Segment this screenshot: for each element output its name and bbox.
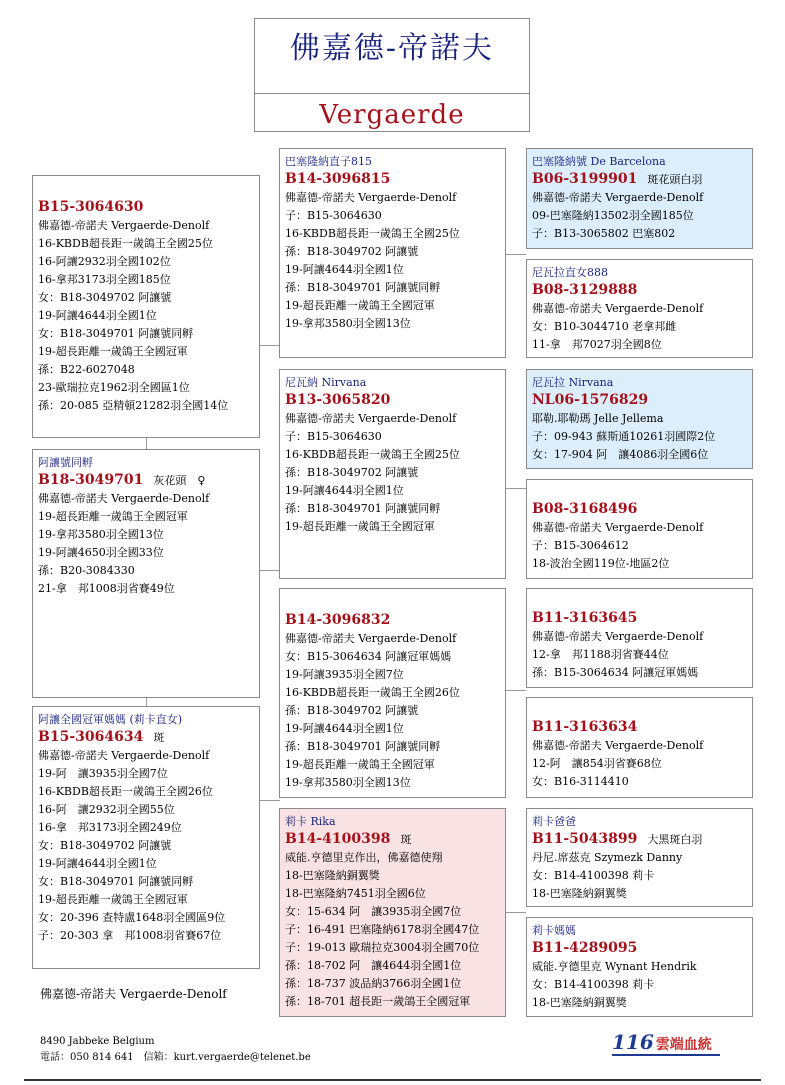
detail-line: 女：B10-3044710 老拿邦雌 (532, 320, 677, 333)
detail-line: 女：B18-3049702 阿讓號 (38, 291, 172, 304)
parent-card-dam-mother[interactable] (32, 706, 260, 969)
connector (259, 345, 280, 346)
ring-number: B08-3129888 (532, 282, 638, 298)
pedigree-title-box (254, 18, 530, 132)
parent-card-dam[interactable] (32, 449, 260, 698)
card-subtitle: 阿讓全國冠軍媽媽 (莉卡直女) (38, 713, 183, 726)
detail-line: 12-阿 讓854羽省賽68位 (532, 757, 662, 770)
ring-number (532, 170, 747, 189)
detail-line: 16-拿 邦3173羽全國249位 (38, 821, 182, 834)
connector (505, 254, 526, 255)
color-note: 大黑斑白羽 (647, 833, 703, 846)
detail-line: 孫：B18-3049701 阿讓號同孵 (285, 502, 441, 515)
title-divider (255, 93, 529, 94)
detail-line: 11-拿 邦7027羽全國8位 (532, 338, 662, 351)
detail-line: 19-阿讓4650羽全國33位 (38, 546, 164, 559)
great-grandparent-card-4[interactable] (526, 479, 753, 579)
detail-line: 23-歐瑞拉克1962羽全國區1位 (38, 381, 190, 394)
detail-line: 18-巴塞隆納銅翼獎 (532, 887, 627, 900)
color-sex-note: 灰花頭 ♀ (153, 474, 206, 487)
ring-number: B14-3096815 (285, 171, 391, 187)
detail-line: 佛嘉德-帝諾夫 Vergaerde-Denolf (285, 412, 457, 425)
detail-line: 18-巴塞隆納銅翼獎 (532, 996, 627, 1009)
color-note: 斑花頭白羽 (647, 173, 703, 186)
connector (505, 912, 526, 913)
detail-line: 16-阿 讓2932羽全國55位 (38, 803, 175, 816)
detail-line: 威能.亨德里克 Wynant Hendrik (532, 960, 697, 973)
subject-card[interactable] (32, 175, 260, 438)
detail-line: 16-KBDB超長距一歲鴿王全國25位 (285, 227, 460, 240)
color-note: 斑 (153, 731, 165, 744)
detail-line: 女：B14-4100398 莉卡 (532, 978, 655, 991)
connector (146, 697, 147, 706)
ring-text: B06-3199901 (532, 171, 638, 187)
connector (146, 437, 147, 449)
detail-line: 孫：B15-3064634 阿讓冠軍媽媽 (532, 666, 699, 679)
detail-line: 16-KBDB超長距一歲鴿王全國25位 (285, 448, 460, 461)
detail-line: 19-拿邦3580羽全國13位 (285, 317, 411, 330)
detail-line: 16-KBDB超長距一歲鴿王全國26位 (285, 686, 460, 699)
detail-line: 佛嘉德-帝諾夫 Vergaerde-Denolf (38, 219, 210, 232)
connector (259, 800, 280, 801)
detail-line: 佛嘉德-帝諾夫 Vergaerde-Denolf (532, 302, 704, 315)
detail-line: 子：B15-3064630 (285, 209, 382, 222)
detail-line: 孫：B22-6027048 (38, 363, 135, 376)
detail-line: 12-拿 邦1188羽省賽44位 (532, 648, 669, 661)
detail-line: 女：B15-3064634 阿讓冠軍媽媽 (285, 650, 452, 663)
ring-number: B11-4289095 (532, 940, 638, 956)
logo-number: 116 (612, 1030, 654, 1054)
detail-line: 18-巴塞隆納銅翼獎 (285, 869, 380, 882)
detail-line: 19-超長距離一歲鴿王全國冠軍 (38, 345, 188, 358)
ring-text: B11-5043899 (532, 831, 638, 847)
detail-line: 19-阿讓4644羽全國1位 (285, 263, 404, 276)
color-note: 斑 (400, 833, 412, 846)
great-grandparent-card-7[interactable] (526, 808, 753, 907)
title-chinese: 佛嘉德-帝諾夫 (289, 31, 495, 66)
detail-line: 19-拿邦3580羽全國13位 (285, 776, 411, 789)
card-subtitle: 莉卡 Rika (285, 815, 336, 828)
detail-line: 子：16-491 巴塞隆納6178羽全國47位 (285, 923, 480, 936)
connector (505, 488, 526, 489)
detail-line: 子：19-013 歐瑞拉克3004羽全國70位 (285, 941, 480, 954)
detail-line: 佛嘉德-帝諾夫 Vergaerde-Denolf (532, 191, 704, 204)
card-subtitle: 莉卡爸爸 (532, 815, 576, 828)
detail-line: 孫：20-085 亞精頓21282羽全國14位 (38, 399, 229, 412)
detail-line: 19-超長距離一歲鴿王全國冠軍 (285, 758, 435, 771)
detail-line: 18-波治全國119位-地區2位 (532, 557, 670, 570)
title-english: Vergaerde (319, 100, 465, 130)
detail-line: 孫：B18-3049701 阿讓號同孵 (285, 740, 441, 753)
detail-line: 19-阿讓4644羽全國1位 (38, 309, 157, 322)
detail-line: 09-巴塞隆納13502羽全國185位 (532, 209, 694, 222)
breeder-name: 佛嘉德-帝諾夫 Vergaerde-Denolf (40, 987, 227, 1001)
detail-line: 孫：B20-3084330 (38, 564, 135, 577)
detail-line: 孫：B18-3049702 阿讓號 (285, 245, 419, 258)
great-grandparent-card-5[interactable] (526, 588, 753, 688)
connector (259, 570, 280, 571)
detail-line: 19-阿讓4644羽全國1位 (285, 722, 404, 735)
detail-line: 子：B15-3064630 (285, 430, 382, 443)
detail-line: 女：B16-3114410 (532, 775, 629, 788)
detail-line: 佛嘉德-帝諾夫 Vergaerde-Denolf (532, 521, 704, 534)
detail-line: 18-巴塞隆納7451羽全國6位 (285, 887, 426, 900)
detail-line: 19-超長距離一歲鴿王全國冠軍 (285, 299, 435, 312)
card-subtitle: 尼瓦納 Nirvana (285, 376, 367, 389)
logo-underline (612, 1054, 720, 1056)
detail-lines (38, 217, 254, 415)
detail-line: 19-阿讓4644羽全國1位 (38, 857, 157, 870)
detail-line: 孫：18-737 波品納3766羽全國1位 (285, 977, 462, 990)
ring-text: B18-3049701 (38, 472, 144, 488)
ring-text: B15-3064634 (38, 729, 144, 745)
ring-number: B13-3065820 (285, 392, 391, 408)
ring-text: B14-4100398 (285, 831, 391, 847)
ring-number: B11-3163645 (532, 610, 638, 626)
ring-number: B11-3163634 (532, 719, 638, 735)
breeder-phone-email: 電話：050 814 641 信箱：kurt.vergaerde@telenet.be (40, 1052, 311, 1063)
card-subtitle: 阿讓號同孵 (38, 456, 93, 469)
cloud-pedigree-logo (612, 1030, 712, 1056)
ring-number: B14-3096832 (285, 612, 391, 628)
detail-line: 威能.亨德里克作出，佛嘉德使翔 (285, 851, 443, 864)
detail-line: 孫：B18-3049702 阿讓號 (285, 704, 419, 717)
detail-line: 丹尼.席茲克 Szymezk Danny (532, 851, 683, 864)
detail-line: 女：B14-4100398 莉卡 (532, 869, 655, 882)
ring-number (532, 830, 747, 849)
detail-line: 女：B18-3049702 阿讓號 (38, 839, 172, 852)
logo-text: 雲端血統 (655, 1037, 712, 1053)
detail-line: 孫：18-701 超長距一歲鴿王全國冠軍 (285, 995, 471, 1008)
detail-line: 16-拿邦3173羽全國185位 (38, 273, 171, 286)
detail-line: 佛嘉德-帝諾夫 Vergaerde-Denolf (532, 630, 704, 643)
breeder-contact (40, 1034, 311, 1066)
ring-number (38, 728, 254, 747)
detail-line: 16-KBDB超長距一歲鴿王全國26位 (38, 785, 213, 798)
great-grandparent-card-2[interactable] (526, 259, 753, 358)
card-subtitle: 莉卡媽媽 (532, 924, 576, 937)
detail-line: 子：B15-3064612 (532, 539, 629, 552)
card-subtitle: 巴塞隆納直子815 (285, 155, 372, 168)
detail-line: 女：20-396 查特盧1648羽全國區9位 (38, 911, 226, 924)
detail-line: 19-拿邦3580羽全國13位 (38, 528, 164, 541)
detail-line: 佛嘉德-帝諾夫 Vergaerde-Denolf (38, 492, 210, 505)
detail-line: 佛嘉德-帝諾夫 Vergaerde-Denolf (285, 191, 457, 204)
grandparent-card-2[interactable] (279, 369, 506, 579)
ring-number (285, 830, 500, 849)
detail-line: 21-拿 邦1008羽省賽49位 (38, 582, 175, 595)
ring-number: NL06-1576829 (532, 392, 649, 408)
grandparent-card-1[interactable] (279, 148, 506, 358)
detail-line: 19-阿 讓3935羽全國7位 (38, 767, 168, 780)
card-subtitle: 尼瓦拉 Nirvana (532, 376, 614, 389)
detail-line: 16-阿讓2932羽全國102位 (38, 255, 171, 268)
detail-line: 子：B13-3065802 巴塞802 (532, 227, 676, 240)
detail-line: 佛嘉德-帝諾夫 Vergaerde-Denolf (285, 632, 457, 645)
connector (505, 690, 526, 691)
detail-line: 佛嘉德-帝諾夫 Vergaerde-Denolf (532, 739, 704, 752)
great-grandparent-card-1[interactable] (526, 148, 753, 249)
detail-line: 孫：B18-3049702 阿讓號 (285, 466, 419, 479)
grandparent-card-3[interactable] (279, 588, 506, 798)
detail-line: 19-超長距離一歲鴿王全國冠軍 (38, 510, 188, 523)
bottom-divider (24, 1079, 761, 1081)
detail-line: 19-阿讓3935羽全國7位 (285, 668, 404, 681)
breeder-address: 8490 Jabbeke Belgium (40, 1036, 155, 1047)
card-subtitle: 尼瓦拉直女888 (532, 266, 608, 279)
detail-line: 耶勒.耶勒瑪 Jelle Jellema (532, 412, 664, 425)
detail-line: 孫：B18-3049701 阿讓號同孵 (285, 281, 441, 294)
detail-line: 女：15-634 阿 讓3935羽全國7位 (285, 905, 462, 918)
detail-line: 16-KBDB超長距一歲鴿王全國25位 (38, 237, 213, 250)
detail-line: 19-阿讓4644羽全國1位 (285, 484, 404, 497)
detail-line: 子：09-943 蘇斯通10261羽國際2位 (532, 430, 716, 443)
ring-number: B08-3168496 (532, 501, 638, 517)
ring-number: B15-3064630 (38, 199, 144, 215)
detail-line: 女：17-904 阿 讓4086羽全國6位 (532, 448, 709, 461)
card-subtitle: 巴塞隆納號 De Barcelona (532, 155, 666, 168)
detail-line: 女：B18-3049701 阿讓號同孵 (38, 327, 194, 340)
ring-number (38, 471, 254, 490)
detail-line: 孫：18-702 阿 讓4644羽全國1位 (285, 959, 462, 972)
great-grandparent-card-6[interactable] (526, 697, 753, 798)
detail-line: 子：20-303 拿 邦1008羽省賽67位 (38, 929, 222, 942)
detail-line: 19-超長距離一歲鴿王全國冠軍 (285, 520, 435, 533)
detail-line: 女：B18-3049701 阿讓號同孵 (38, 875, 194, 888)
grandparent-card-4[interactable] (279, 808, 506, 1017)
detail-line: 19-超長距離一歲鴿王全國冠軍 (38, 893, 188, 906)
great-grandparent-card-3[interactable] (526, 369, 753, 469)
great-grandparent-card-8[interactable] (526, 917, 753, 1017)
detail-line: 佛嘉德-帝諾夫 Vergaerde-Denolf (38, 749, 210, 762)
